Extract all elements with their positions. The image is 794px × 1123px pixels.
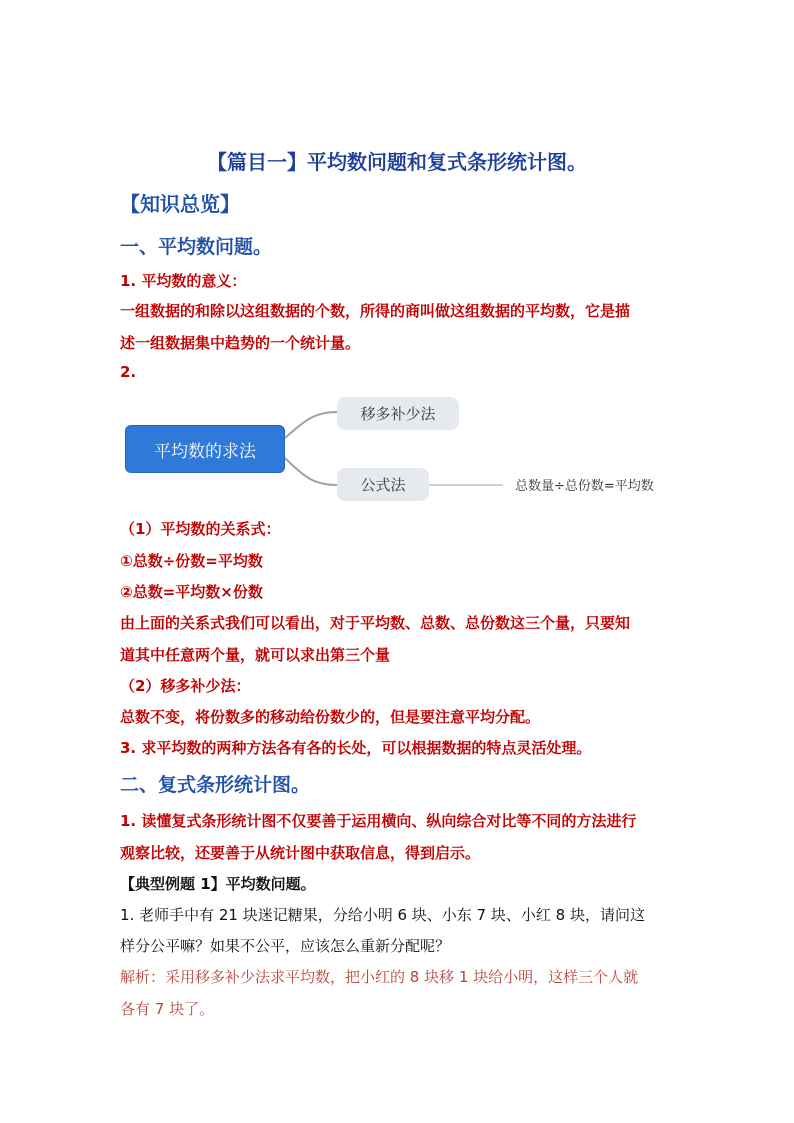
- example-analysis-line2: 各有 7 块了。: [120, 1000, 215, 1018]
- relation-1: ①总数÷份数=平均数: [120, 552, 263, 570]
- connector-branch2: [285, 458, 337, 485]
- method-text: 总数不变，将份数多的移动给份数少的，但是要注意平均分配。: [120, 708, 541, 726]
- item1-label: 1. 平均数的意义：: [120, 272, 247, 290]
- section1-heading: 一、平均数问题。: [120, 236, 273, 258]
- relation-note1: 由上面的关系式我们可以看出，对于平均数、总数、总份数这三个量，只要知: [120, 614, 631, 632]
- page-title: 【篇目一】平均数问题和复式条形统计图。: [207, 150, 587, 174]
- mindmap-branch-move: 移多补少法: [337, 397, 459, 430]
- mindmap-connectors: [0, 0, 794, 520]
- relation-note2: 道其中任意两个量，就可以求出第三个量: [120, 646, 391, 664]
- mindmap-formula-note: 总数量÷总份数=平均数: [515, 479, 654, 494]
- relation-2: ②总数=平均数×份数: [120, 583, 263, 601]
- relation-label: （1）平均数的关系式：: [120, 520, 281, 538]
- section2-heading: 二、复式条形统计图。: [120, 774, 311, 796]
- overview-heading: 【知识总览】: [120, 192, 240, 216]
- item2-label: 2.: [120, 363, 137, 381]
- connector-branch1: [285, 412, 337, 438]
- item1-line2: 述一组数据集中趋势的一个统计量。: [120, 334, 361, 352]
- item3: 3. 求平均数的两种方法各有各的长处，可以根据数据的特点灵活处理。: [120, 739, 592, 757]
- example-question-line1: 1. 老师手中有 21 块迷记糖果，分给小明 6 块、小东 7 块、小红 8 块，请问这: [120, 906, 645, 924]
- section2-item1-line2: 观察比较，还要善于从统计图中获取信息，得到启示。: [120, 844, 481, 862]
- mindmap-branch-formula: 公式法: [337, 468, 429, 501]
- example-analysis-line1: 解析：采用移多补少法求平均数，把小红的 8 块移 1 块给小明，这样三个人就: [120, 968, 639, 986]
- example-heading: 【典型例题 1】平均数问题。: [120, 875, 316, 893]
- method-label: （2）移多补少法：: [120, 677, 251, 695]
- item1-line1: 一组数据的和除以这组数据的个数，所得的商叫做这组数据的平均数，它是描: [120, 302, 631, 320]
- example-question-line2: 样分公平嘛？如果不公平，应该怎么重新分配呢？: [120, 937, 451, 955]
- section2-item1-line1: 1. 读懂复式条形统计图不仅要善于运用横向、纵向综合对比等不同的方法进行: [120, 812, 637, 830]
- mindmap-root-node: 平均数的求法: [125, 425, 285, 473]
